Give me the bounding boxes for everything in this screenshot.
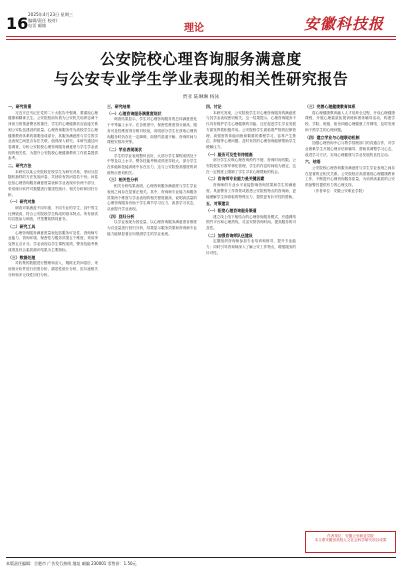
section-heading: 一、研究背景	[8, 104, 32, 109]
section-heading: 五、对策建议	[206, 201, 230, 207]
section-heading: （一）研究对象	[8, 199, 36, 205]
section-heading: （一）心理咨询服务满意度现状	[107, 110, 162, 116]
body-paragraph: 咨询师的专业水平直接影响咨询效果和学生的满意度。具备警务工作背景或熟悉公安院校特点的咨询师，更能理解学生所面临的特殊压力，提供更有针对性的帮助。	[206, 183, 296, 199]
article-column-4	[305, 103, 395, 533]
body-paragraph: 心理咨询服务满意度量表包括服务可及性、咨询师专业能力、咨询环境、保密性与服务效果五个维度，采用李克特五点计分。学业表现以学生课程成绩、警务技能考核成绩及综合素质测评结果为主要指标。	[8, 230, 98, 252]
meta-line: 编辑/责任 校对/	[28, 17, 58, 23]
body-paragraph: 本研究发现，公安院校学生对心理咨询服务的满意度与其学业表现密切相关。这一结果提示，心理咨询服务不仅具有维护学生心理健康的功能，还在促进学生学业发展方面发挥着积极作用。公安院校学生面临着严格的纪律管理、高强度的体能训练和繁重的课程学习，容易产生焦虑、抑郁等心理问题，及时有效的心理咨询能够帮助学生缓解压力。	[206, 110, 296, 149]
section-heading: （三）数据处理	[8, 254, 36, 260]
newspaper-logo: 安徽科技报	[304, 15, 385, 33]
section-heading: （三）完善心理健康教育体系	[305, 104, 356, 109]
author-info-box	[305, 531, 396, 553]
section-heading: （四）回归分析	[107, 213, 135, 219]
body-paragraph: （作者单位：安徽公安职业学院）	[312, 188, 366, 193]
article-column-1	[8, 103, 98, 533]
article-column-2	[107, 103, 197, 533]
section-heading: （一）拓宽心理咨询服务渠道	[206, 207, 257, 213]
body-paragraph: 加强心理咨询中心与教学管理部门的沟通合作，对学业困难学生开展心理评估和辅导，帮助其调整学习心态，改进学习方法，实现心理健康与学业发展的良性互动。	[305, 141, 395, 157]
section-heading: （二）咨询师专业能力是关键因素	[206, 176, 265, 182]
section-heading: 六、结语	[305, 159, 321, 165]
article-title-line-1: 公安院校心理咨询服务满意度	[100, 50, 302, 68]
section-heading: （二）研究工具	[8, 224, 36, 230]
info-line: 作者单位：安徽公安职业学院	[327, 533, 374, 538]
footer-divider	[6, 557, 396, 558]
section-heading: （三）相关性分析	[107, 177, 139, 183]
section-heading: （四）建立学业与心理联动机制	[305, 134, 360, 140]
body-paragraph: 对收集的数据进行整理和录入，剔除无效问卷后，采用统计软件进行信度分析、描述性统计分析、皮尔逊相关分析和多元线性回归分析。	[8, 261, 98, 277]
issue-meta	[28, 12, 73, 29]
section-heading: 二、研究方法	[8, 163, 32, 169]
body-paragraph: 公安院校心理咨询服务满意度与学生学业表现之间存在显著的正相关关系。公安院校应高度重视心理健康教育工作，不断提升心理咨询服务质量，为培养高素质的公安预备警官提供有力的心理支持。	[305, 166, 395, 188]
body-paragraph: 学生的学业表现整体良好，大部分学生课程成绩处于中等及以上水平。警务技能考核成绩差异较大，部分学生在体能和技能训练中存在压力，这与公安院校高强度的训练特点密切相关。	[107, 153, 197, 175]
body-paragraph: 相关分析结果表明，心理咨询服务满意度与学生学业表现之间存在显著正相关。其中，咨询师专业能力和服务效果两个维度与学业表现的相关程度最高，说明高质量的心理咨询服务有助于学生调节学习压力，改善学习状态，从而提升学业表现。	[107, 184, 197, 211]
body-paragraph: 部分学生反映心理咨询预约不便，咨询时间有限。公安院校实行准军事化管理，学生的作息时间较为固定，这在一定程度上限制了学生寻求心理帮助的机会。	[206, 158, 296, 174]
section-heading: 三、研究结果	[107, 104, 131, 109]
header-divider-thin	[6, 39, 396, 40]
body-paragraph: 将心理健康教育融入人才培养全过程，开设心理健康课程，开展心理素质拓展训练和团体辅导活动，构建学校、学院、班级、宿舍四级心理健康工作网络，及时发现和干预学生的心理问题。	[305, 110, 395, 132]
section-heading: （一）服务可及性有待提高	[206, 151, 253, 157]
masthead	[6, 4, 396, 40]
body-paragraph: 习近平总书记在党的二十大报告中强调，要重视心理健康和精神卫生。公安院校肩负着为公安机关培养忠诚干净担当的预备警官的重任，学生的心理健康状况直接关系到公安队伍建设的质量。心理咨询服务作为高校学生心理健康教育体系的重要组成部分，其服务满意度与学生的学业表现之间是否存在关联，值得深入研究。本研究通过问卷调查，分析公安院校心理咨询服务满意度与学生学业表现的相关性，为提升公安院校心理健康教育工作质量提供参考。	[8, 110, 98, 161]
article-column-3	[206, 103, 296, 533]
info-line: 本文系安徽省高校人文社会科学研究项目成果	[314, 538, 387, 543]
body-paragraph: 建立线上线下相结合的心理咨询服务模式，开通网络预约平台和心理热线，灵活安排咨询时间，提高服务的可及性。	[206, 214, 296, 231]
article-title-line-2: 与公安专业学生学业表现的相关性研究报告	[53, 70, 349, 88]
section-heading: 四、讨论	[206, 104, 222, 109]
meta-line: 电话 邮箱	[28, 23, 47, 29]
footer-info: 本版责任编辑：合肥市 广告发行热线 地址 邮编 230001 零售价：1.50元	[6, 561, 137, 566]
page-number: 16	[6, 14, 29, 33]
section-heading: （二）学业表现现状	[107, 146, 143, 152]
section-title: 理论	[184, 23, 204, 34]
body-paragraph: 定期组织咨询师参加专业培训和督导，提升专业能力；同时引导咨询师深入了解公安工作特点，增强服务的针对性。	[206, 239, 296, 255]
body-paragraph: 以学业表现为因变量，以心理咨询服务满意度各维度为自变量进行回归分析，结果显示服务效果和咨询师专业能力能够显著正向预测学生的学业表现。	[107, 220, 197, 236]
header-divider	[6, 36, 396, 37]
article-authors: 贾亚 陆琳琳 杨泳	[182, 95, 220, 100]
meta-line: 2025年4月23日 星期三	[28, 12, 74, 17]
body-paragraph: 调查结果显示，学生对心理咨询服务的总体满意度处于中等偏上水平。在各维度中，保密性维度得分最高，服务可及性维度得分相对较低，说明部分学生在获取心理咨询服务时仍存在一定障碍，如预约渠道不畅、咨询时间与课程安排冲突等。	[107, 117, 197, 145]
body-paragraph: 调查对象涵盖不同年级、不同专业的学生，其中男生比例较高，符合公安院校学生构成的基本特点。所有被试均自愿参与调查，并签署知情同意书。	[8, 205, 98, 222]
section-heading: （二）加强咨询师队伍建设	[206, 232, 253, 238]
body-paragraph: 本研究以某公安院校在校学生为研究对象，采用分层随机抽样的方法发放问卷，共回收有效问卷若干份。问卷包括心理咨询服务满意度量表和学业表现评价两个部分，采用统计软件对数据进行描述性统计、相关分析和回归分析。	[8, 169, 98, 197]
